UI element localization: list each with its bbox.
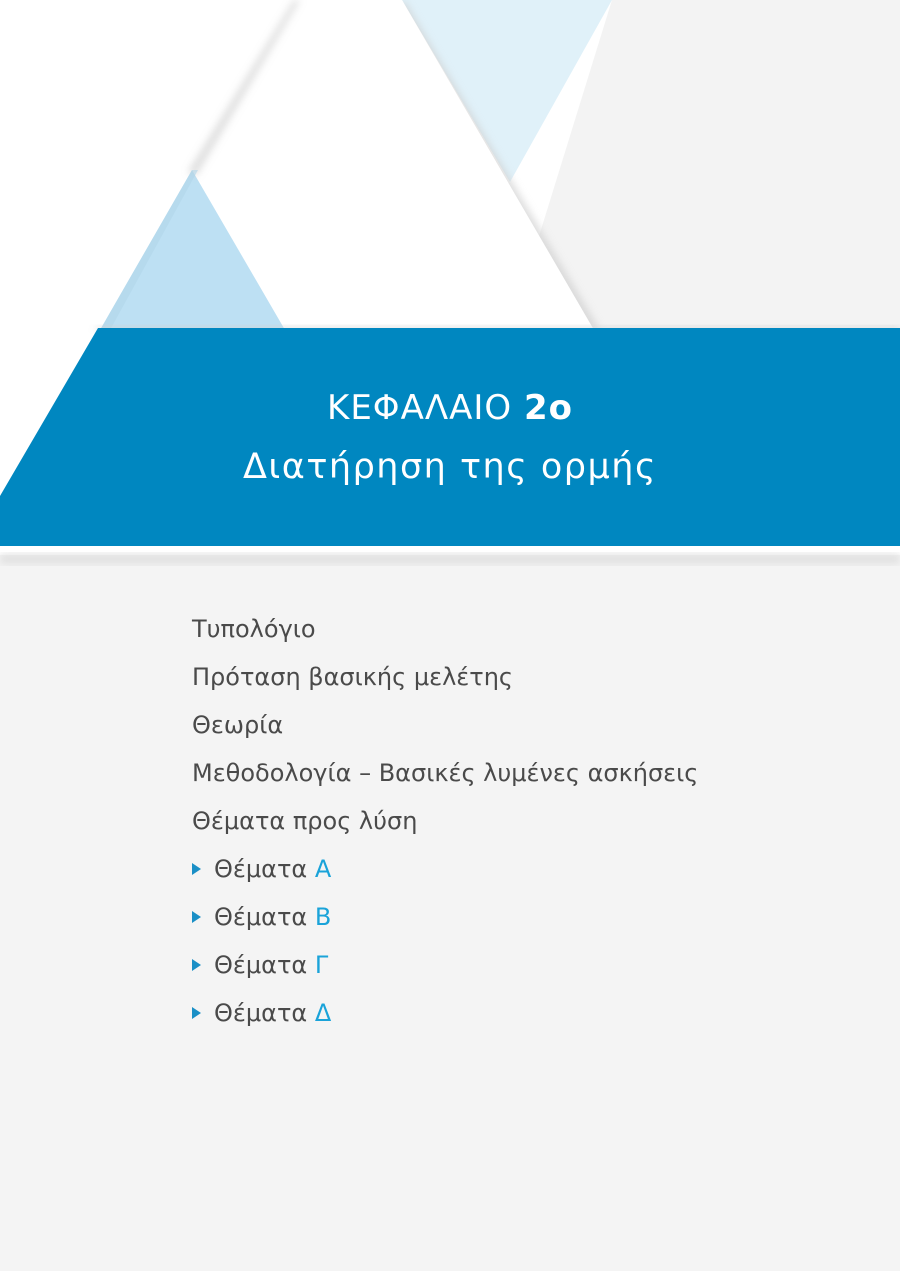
- triangle-bullet-icon: [192, 863, 201, 875]
- toc-item-formulas[interactable]: Τυπολόγιο: [192, 615, 316, 643]
- toc-item-methodology[interactable]: Μεθοδολογία – Βασικές λυμένες ασκήσεις: [192, 759, 699, 787]
- chapter-banner: [0, 330, 900, 546]
- toc-subitem-d[interactable]: [192, 994, 842, 1042]
- triangle-bullet-icon: [192, 959, 201, 971]
- subitem-letter: Γ: [314, 951, 329, 979]
- toc-item-theory[interactable]: Θεωρία: [192, 711, 284, 739]
- subitem-label: Θέματα: [214, 951, 308, 979]
- subitem-label: Θέματα: [214, 999, 308, 1027]
- toc-subitem-b[interactable]: [192, 898, 842, 946]
- triangle-bullet-icon: [192, 1007, 201, 1019]
- chapter-heading: [0, 388, 900, 428]
- toc-item-problems[interactable]: Θέματα προς λύση: [192, 807, 418, 835]
- toc-subitem-a[interactable]: [192, 850, 842, 898]
- subitem-letter: Δ: [314, 999, 332, 1027]
- subitem-letter: Α: [314, 855, 332, 883]
- triangle-bullet-icon: [192, 911, 201, 923]
- chapter-number: 2ο: [523, 388, 573, 428]
- chapter-title: Διατήρηση της ορμής: [242, 447, 658, 487]
- subitem-label: Θέματα: [214, 855, 308, 883]
- chapter-word: ΚΕΦΑΛΑΙΟ: [327, 388, 513, 428]
- toc-item-study-plan[interactable]: Πρόταση βασικής μελέτης: [192, 663, 513, 691]
- table-of-contents: [192, 610, 842, 1042]
- subitem-label: Θέματα: [214, 903, 308, 931]
- toc-subitem-c[interactable]: [192, 946, 842, 994]
- subitem-letter: Β: [314, 903, 332, 931]
